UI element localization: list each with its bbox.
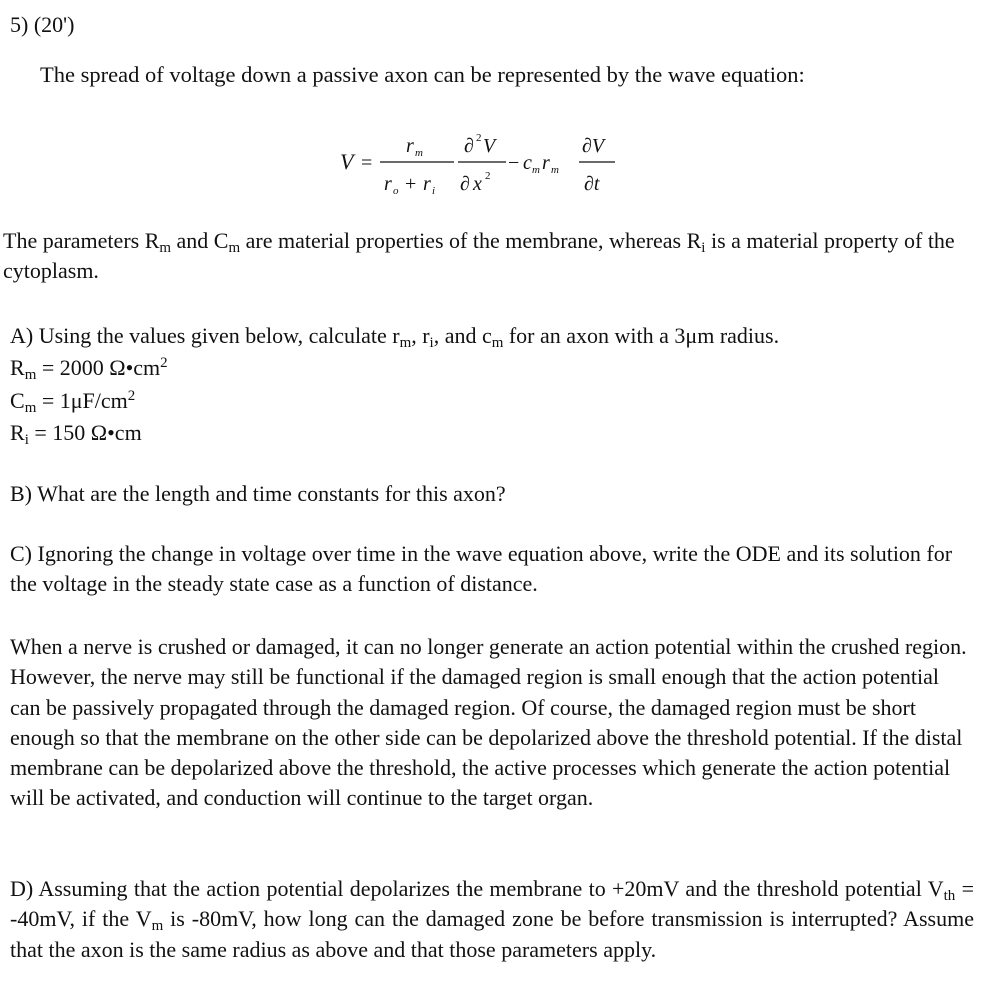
eq-frac1-den-a-sub: o [393,185,399,197]
eq-r-sub: m [551,164,559,176]
eq-d2v-num-d: ∂ [464,135,474,157]
eq-frac1-num: r [406,135,414,157]
part-b-question: B) What are the length and time constants for this axon? [10,481,506,506]
eq-minus: − [508,152,520,174]
eq-lhs: V [340,149,354,174]
eq-frac1-den-b-sub: i [432,185,436,197]
eq-frac1-den-b: r [423,173,431,195]
eq-d2v-den-x: x [473,173,482,195]
question-number: 5) (20') [10,12,75,37]
part-c-question: C) Ignoring the change in voltage over time in the wave equation above, write the ODE and its solution for the voltage in the steady state case as a function of distance. [10,541,953,597]
part-d-question: D) Assuming that the action potential depolarizes the membrane to +20mV and the threshold potential $V_{th} = -40mV$, if the $V_m$ is -80mV, how long can the damaged zone be before transmission is interrupted? Assume that the axon is the same radius as above and that those parameters apply. [10,876,974,962]
intro-text: The spread of voltage down a passive axon can be represented by the wave equation: [40,62,805,87]
eq-c-sub: m [532,164,540,176]
eq-dv-num: ∂V [582,135,605,157]
eq-c: c [523,152,532,174]
wave-equation [330,128,630,202]
nerve-damage-paragraph: When a nerve is crushed or damaged, it can no longer generate an action potential within the crushed region. However, the nerve may still be functional if the damaged region is small enough that the action potential can be passively propagated through the damaged region. Of course, the damaged region must be short enough so that the membrane on the other side can be depolarized above the threshold potential. If the distal membrane can be depolarized above the threshold, the active processes which generate the action potential will be activated, and conduction will continue to the target organ. [10,634,967,811]
eq-d2v-num-exp: 2 [476,132,482,144]
eq-equals: = [361,152,373,174]
part-a-question: A) Using the values given below, calculate $r_m$, $r_i$, and $c_m$ for an axon with a 3μm radius. [10,323,780,352]
eq-d2v-den-exp: 2 [485,170,491,182]
param-rm: $R_m = 2000$ $\Omega•cm^2$ [10,354,168,384]
eq-dt-den: ∂t [584,173,600,195]
parameters-paragraph: The parameters $R_m$ and $C_m$ are material properties of the membrane, whereas $R_i$ is a material property of the cytoplasm. [3,228,955,284]
eq-frac1-den-a: r [384,173,392,195]
eq-frac1-den-plus: + [405,173,417,195]
eq-frac1-num-sub: m [415,147,423,159]
eq-r: r [542,152,550,174]
eq-d2v-num-v: V [483,135,496,157]
param-cm: $C_m = 1\mu F/cm^2$ [10,387,136,417]
eq-d2v-den-d: ∂ [460,173,470,195]
param-ri: $R_i = 150$ Ω•cm [10,420,142,449]
